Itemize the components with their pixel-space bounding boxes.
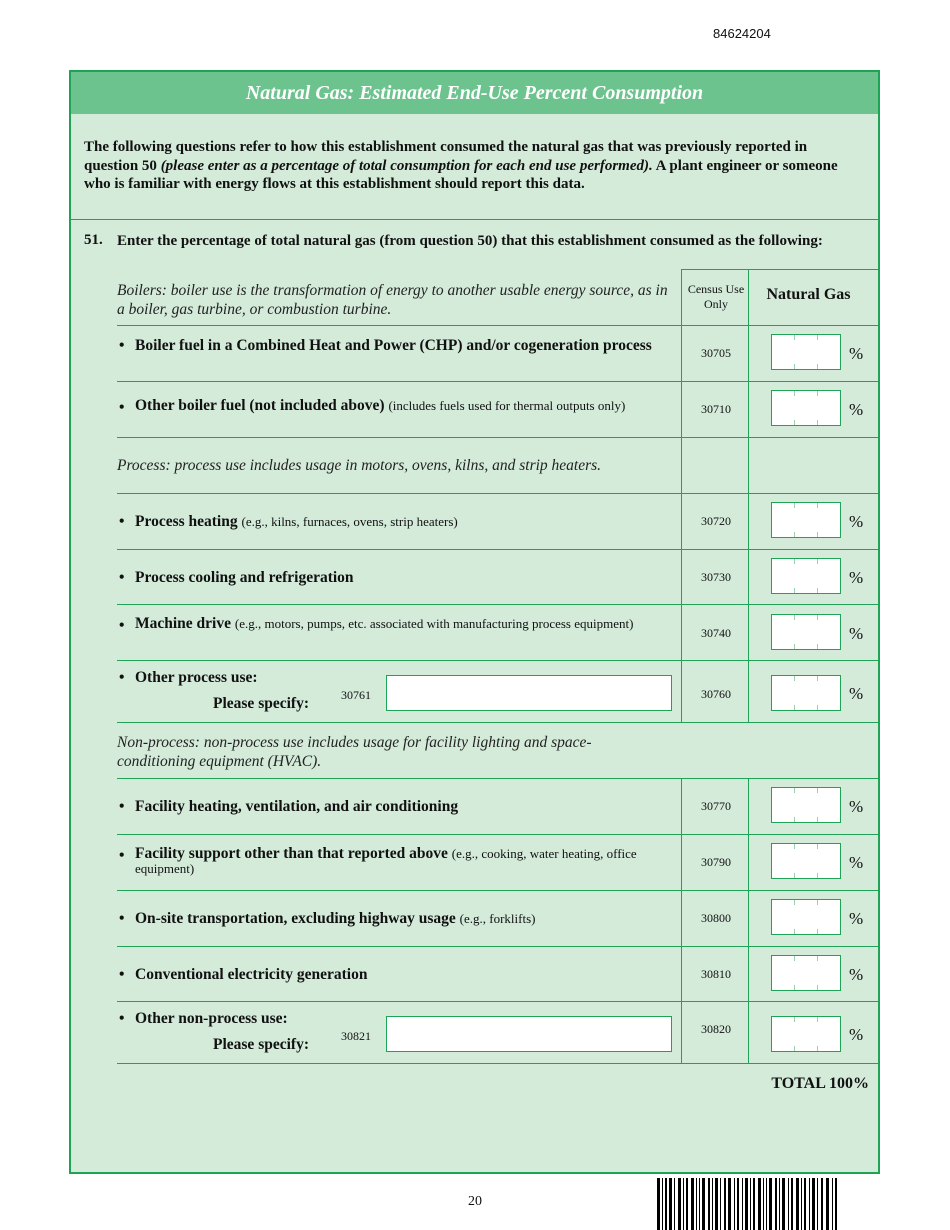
- specify-label: Please specify:: [213, 1036, 309, 1053]
- facility-hvac-percent-input[interactable]: [771, 787, 841, 823]
- census-code: 30760: [701, 687, 731, 701]
- row-divider: [117, 834, 878, 835]
- bullet: •: [119, 513, 125, 530]
- item-chp: [119, 336, 659, 355]
- natural-gas-header: Natural Gas: [766, 286, 851, 303]
- bullet: •: [119, 569, 125, 586]
- census-code: 30800: [701, 911, 731, 925]
- machine-drive-percent-input[interactable]: [771, 614, 841, 650]
- percent-sign: %: [849, 568, 864, 587]
- intro-text: [84, 138, 854, 194]
- census-code: 30710: [701, 402, 731, 416]
- column-divider: [681, 493, 682, 723]
- bullet: •: [119, 910, 125, 927]
- item-electricity-generation: [119, 965, 659, 984]
- census-code: 30790: [701, 855, 731, 869]
- section-title: Natural Gas: Estimated End-Use Percent Consumption: [71, 72, 878, 114]
- other-process-percent-input[interactable]: [771, 675, 841, 711]
- facility-support-percent-input[interactable]: [771, 843, 841, 879]
- bullet: •: [119, 798, 125, 815]
- form-panel: [69, 70, 880, 1174]
- percent-sign: %: [849, 853, 864, 872]
- row-divider: [117, 325, 878, 326]
- item-facility-hvac: [119, 797, 659, 816]
- specify-code: 30821: [341, 1029, 371, 1043]
- percent-sign: %: [849, 400, 864, 419]
- bullet: •: [119, 399, 125, 416]
- percent-sign: %: [849, 684, 864, 703]
- column-divider: [681, 778, 682, 1063]
- item-label: Process heating: [135, 513, 238, 530]
- item-other-boiler: [119, 397, 659, 416]
- row-divider: [681, 269, 878, 270]
- row-divider: [117, 604, 878, 605]
- row-divider: [117, 549, 878, 550]
- bullet: •: [119, 847, 125, 864]
- census-code: 30740: [701, 626, 731, 640]
- row-divider: [117, 493, 878, 494]
- item-process-heating: [119, 512, 659, 531]
- other-nonprocess-percent-input[interactable]: [771, 1016, 841, 1052]
- census-code: 30730: [701, 570, 731, 584]
- item-label: Boiler fuel in a Combined Heat and Power (CHP) and/or cogeneration process: [135, 337, 652, 354]
- question-number: 51.: [84, 232, 103, 248]
- row-divider: [117, 1063, 878, 1064]
- bullet: •: [119, 966, 125, 983]
- section-nonprocess: Non-process: non-process use includes usage for facility lighting and space-conditioning equipment (HVAC).: [117, 734, 592, 770]
- intro-part-3: A plant engineer or someone who is familiar with energy flows at this establishment should report this data.: [84, 157, 838, 192]
- census-code: 30810: [701, 967, 731, 981]
- item-note: (e.g., motors, pumps, etc. associated with manufacturing process equipment): [234, 616, 634, 631]
- row-divider: [117, 437, 878, 438]
- census-code: 30720: [701, 514, 731, 528]
- census-code: 30705: [701, 346, 731, 360]
- percent-sign: %: [849, 512, 864, 531]
- other-nonprocess-specify-input[interactable]: [386, 1016, 672, 1052]
- row-divider: [117, 1001, 878, 1002]
- item-label: Process cooling and refrigeration: [135, 569, 354, 586]
- specify-code: 30761: [341, 688, 371, 702]
- item-note: (e.g., cooking, water heating, office equipment): [135, 846, 637, 876]
- percent-sign: %: [849, 965, 864, 984]
- row-divider: [117, 890, 878, 891]
- bullet: •: [119, 617, 125, 634]
- percent-sign: %: [849, 624, 864, 643]
- intro-part-2: (please enter as a percentage of total consumption for each end use performed).: [160, 157, 653, 174]
- item-label: Machine drive: [135, 615, 231, 632]
- item-note: (includes fuels used for thermal outputs only): [388, 398, 626, 413]
- item-label: Other boiler fuel (not included above): [135, 397, 385, 414]
- barcode: [657, 1178, 837, 1230]
- total-label: TOTAL 100%: [771, 1075, 869, 1092]
- process-heating-percent-input[interactable]: [771, 502, 841, 538]
- item-process-cooling: [119, 568, 659, 587]
- form-id: 84624204: [713, 26, 771, 41]
- item-label: Facility heating, ventilation, and air conditioning: [135, 798, 459, 815]
- item-machine-drive: [119, 615, 659, 634]
- intro-part-1: The following questions refer to how this establishment consumed the natural gas that was previously reported in question 50: [84, 139, 808, 174]
- item-label: On-site transportation, excluding highway usage: [135, 910, 456, 927]
- onsite-transport-percent-input[interactable]: [771, 899, 841, 935]
- row-divider: [117, 660, 878, 661]
- percent-sign: %: [849, 344, 864, 363]
- electricity-gen-percent-input[interactable]: [771, 955, 841, 991]
- process-cooling-percent-input[interactable]: [771, 558, 841, 594]
- percent-sign: %: [849, 909, 864, 928]
- item-note: (e.g., forklifts): [459, 911, 536, 926]
- chp-percent-input[interactable]: [771, 334, 841, 370]
- item-facility-support: [119, 846, 659, 876]
- other-process-specify-input[interactable]: [386, 675, 672, 711]
- section-process: Process: process use includes usage in motors, ovens, kilns, and strip heaters.: [117, 457, 602, 474]
- row-divider: [117, 722, 878, 723]
- census-code: 30820: [701, 1022, 731, 1036]
- item-note: (e.g., kilns, furnaces, ovens, strip heaters): [241, 514, 458, 529]
- row-divider: [117, 381, 878, 382]
- item-label: Other process use:: [135, 669, 258, 686]
- column-divider: [681, 269, 682, 521]
- census-code: 30770: [701, 799, 731, 813]
- bullet: •: [119, 337, 125, 354]
- item-onsite-transport: [119, 909, 659, 928]
- row-divider: [117, 778, 878, 779]
- section-boilers: Boilers: boiler use is the transformation of energy to another usable energy source, as in a boiler, gas turbine, or combustion turbine.: [117, 282, 668, 318]
- item-label: Conventional electricity generation: [135, 966, 368, 983]
- row-divider: [117, 946, 878, 947]
- percent-sign: %: [849, 1025, 864, 1044]
- bullet: •: [119, 1010, 125, 1027]
- question-text: Enter the percentage of total natural gas (from question 50) that this establishment consumed as the following:: [117, 233, 823, 249]
- specify-label: Please specify:: [213, 695, 309, 712]
- item-label: Other non-process use:: [135, 1010, 288, 1027]
- page-number: 20: [468, 1194, 482, 1209]
- percent-sign: %: [849, 797, 864, 816]
- item-label: Facility support other than that reported above: [135, 845, 448, 862]
- census-use-header: Census Use Only: [687, 282, 745, 311]
- bullet: •: [119, 669, 125, 686]
- divider: [71, 219, 878, 220]
- other-boiler-percent-input[interactable]: [771, 390, 841, 426]
